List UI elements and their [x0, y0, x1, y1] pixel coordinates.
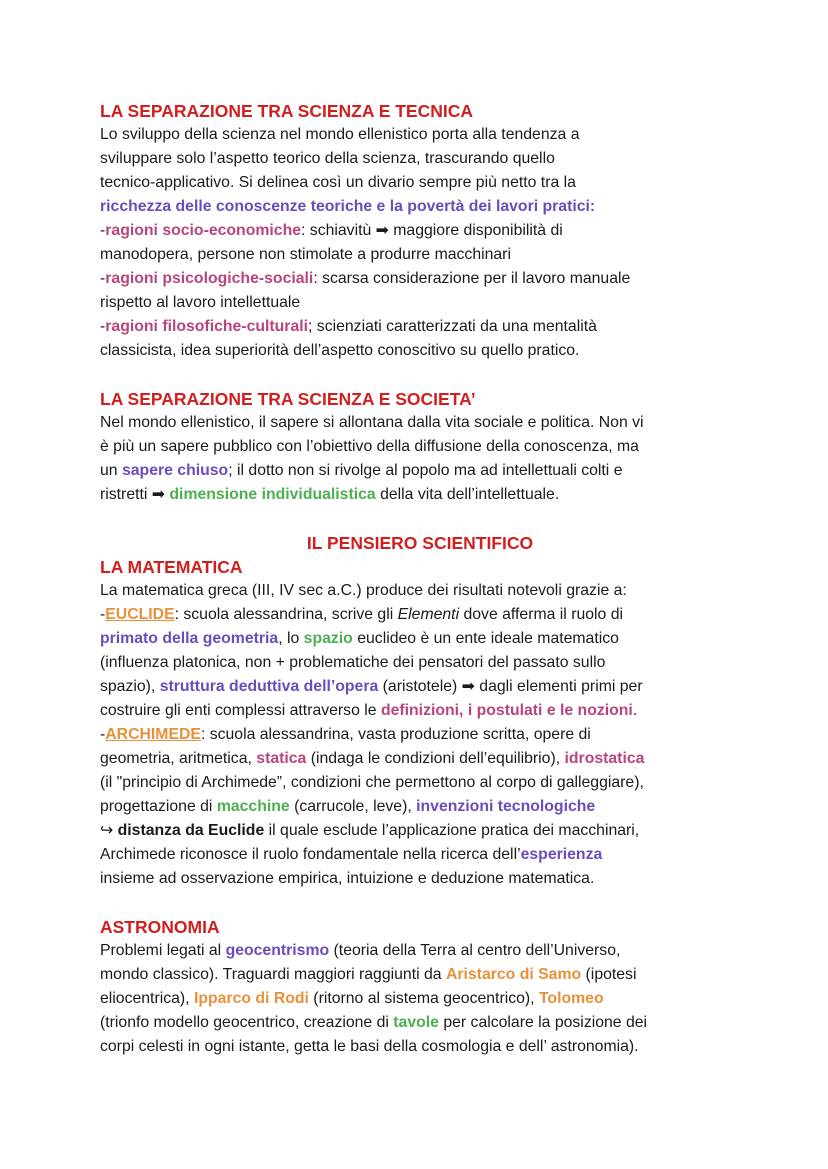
text-span: : scarsa considerazione per il lavoro manuale	[313, 270, 631, 287]
text-line: insieme ad osservazione empirica, intuizione e deduzione matematica.	[100, 870, 595, 887]
section-scienza-societa	[100, 387, 740, 507]
highlight-line: ricchezza delle conoscenze teoriche e la povertà dei lavori pratici:	[100, 198, 596, 215]
highlight-term: ragioni filosofiche-culturali	[105, 318, 309, 335]
bold-term: distanza da Euclide	[117, 822, 265, 839]
highlight-term: macchine	[216, 798, 290, 815]
highlight-term: ragioni socio-economiche	[105, 222, 302, 239]
text-span: (carrucole, leve),	[289, 798, 417, 815]
text-span: (teoria della Terra al centro dell’Universo,	[329, 942, 621, 959]
highlight-term: geocentrismo	[225, 942, 330, 959]
text-span: il quale esclude l’applicazione pratica dei macchinari,	[264, 822, 640, 839]
text-span: (ritorno al sistema geocentrico),	[308, 990, 539, 1007]
text-span: ; scienziati caratterizzati da una mentalità	[308, 318, 597, 335]
text-span: -	[100, 270, 106, 287]
text-span: (indaga le condizioni dell’equilibrio),	[306, 750, 565, 767]
text-line	[100, 747, 740, 771]
text-line: classicista, idea superiorità dell’aspetto conoscitivo su quello pratico.	[100, 342, 580, 359]
highlight-term: sapere chiuso	[121, 462, 229, 479]
highlight-term: tavole	[393, 1014, 439, 1031]
highlight-term: dimensione individualistica	[169, 486, 376, 503]
highlight-term: statica	[256, 750, 307, 767]
text-span: geometria, aritmetica,	[100, 750, 257, 767]
text-span: per calcolare la posizione dei	[438, 1014, 648, 1031]
highlight-term: definizioni, i postulati e le nozioni	[380, 702, 633, 719]
text-span: (trionfo modello geocentrico, creazione di	[100, 1014, 394, 1031]
highlight-name: Ipparco di Rodi	[193, 990, 309, 1007]
text-span: ; il dotto non si rivolge al popolo ma ad intellettuali colti e	[228, 462, 623, 479]
spacer	[100, 363, 740, 387]
highlight-name: Tolomeo	[538, 990, 604, 1007]
text-line: è più un sapere pubblico con l’obiettivo della diffusione della conoscenza, ma	[100, 438, 639, 455]
text-span: un	[100, 462, 122, 479]
spacer	[100, 891, 740, 915]
text-line	[100, 483, 740, 507]
highlight-name: EUCLIDE	[105, 606, 175, 623]
text-line	[100, 963, 740, 987]
text-span: (aristotele) ➡ dagli elementi primi per	[378, 678, 643, 695]
text-line: sviluppare solo l’aspetto teorico della scienza, trascurando quello	[100, 150, 555, 167]
text-span: costruire gli enti complessi attraverso le	[100, 702, 381, 719]
highlight-term: spazio	[303, 630, 353, 647]
text-line	[100, 459, 740, 483]
text-line	[100, 675, 740, 699]
text-line	[100, 315, 740, 339]
section-title: LA SEPARAZIONE TRA SCIENZA E SOCIETA’	[100, 389, 476, 409]
highlight-term: primato della geometria	[100, 630, 279, 647]
text-span: euclideo è un ente ideale matematico	[352, 630, 619, 647]
highlight-term: struttura deduttiva dell’opera	[159, 678, 379, 695]
highlight-term: idrostatica	[564, 750, 645, 767]
text-span: spazio),	[100, 678, 160, 695]
text-span: Archimede riconosce il ruolo fondamentale nella ricerca dell’	[100, 846, 521, 863]
arrow-glyph: ↪	[100, 822, 118, 839]
text-span: -	[100, 726, 106, 743]
text-line	[100, 987, 740, 1011]
text-line	[100, 1011, 740, 1035]
text-span: ristretti ➡	[100, 486, 170, 503]
text-span: -	[100, 318, 106, 335]
text-line	[100, 627, 740, 651]
section-matematica	[100, 531, 740, 891]
text-span: -	[100, 222, 106, 239]
text-line: La matematica greca (III, IV sec a.C.) produce dei risultati notevoli grazie a:	[100, 582, 627, 599]
text-line: corpi celesti in ogni istante, getta le basi della cosmologia e dell’ astronomia).	[100, 1038, 639, 1055]
text-line	[100, 267, 740, 291]
text-line: Lo sviluppo della scienza nel mondo ellenistico porta alla tendenza a	[100, 126, 580, 143]
text-line: manodopera, persone non stimolate a produrre macchinari	[100, 246, 511, 263]
text-line: Nel mondo ellenistico, il sapere si allontana dalla vita sociale e politica. Non vi	[100, 414, 644, 431]
text-span: (ipotesi	[581, 966, 637, 983]
spacer	[100, 507, 740, 531]
document-page	[100, 99, 740, 1059]
text-span: .	[632, 702, 638, 719]
text-span: mondo classico). Traguardi maggiori raggiunti da	[100, 966, 446, 983]
text-span: : scuola alessandrina, vasta produzione scritta, opere di	[200, 726, 591, 743]
text-line: rispetto al lavoro intellettuale	[100, 294, 301, 311]
text-span: : scuola alessandrina, scrive gli	[174, 606, 398, 623]
highlight-term: invenzioni tecnologiche	[416, 798, 596, 815]
text-line	[100, 723, 740, 747]
text-span: : schiavitù ➡ maggiore disponibilità di	[301, 222, 563, 239]
text-line: tecnico-applicativo. Si delinea così un divario sempre più netto tra la	[100, 174, 576, 191]
text-line	[100, 795, 740, 819]
text-line: (influenza platonica, non + problematiche dei pensatori del passato sullo	[100, 654, 606, 671]
text-span: eliocentrica),	[100, 990, 194, 1007]
highlight-term: ragioni psicologiche-sociali	[105, 270, 314, 287]
text-span: Problemi legati al	[100, 942, 226, 959]
text-span: dove afferma il ruolo di	[459, 606, 624, 623]
highlight-term: esperienza	[520, 846, 603, 863]
highlight-name: Aristarco di Samo	[445, 966, 582, 983]
italic-title: Elementi	[397, 606, 460, 623]
text-line	[100, 819, 740, 843]
section-astronomia	[100, 915, 740, 1059]
highlight-name: ARCHIMEDE	[105, 726, 201, 743]
section-title: LA MATEMATICA	[100, 557, 243, 577]
text-line	[100, 939, 740, 963]
text-line: (il "principio di Archimede”, condizioni che permettono al corpo di galleggiare),	[100, 774, 644, 791]
text-line	[100, 699, 740, 723]
text-span: progettazione di	[100, 798, 217, 815]
text-line	[100, 603, 740, 627]
text-line	[100, 843, 740, 867]
section-title: ASTRONOMIA	[100, 917, 220, 937]
section-title: LA SEPARAZIONE TRA SCIENZA E TECNICA	[100, 101, 474, 121]
text-line	[100, 219, 740, 243]
section-scienza-tecnica	[100, 99, 740, 363]
text-span: -	[100, 606, 106, 623]
text-span: , lo	[278, 630, 304, 647]
chapter-title: IL PENSIERO SCIENTIFICO	[306, 533, 534, 553]
text-span: della vita dell’intellettuale.	[375, 486, 560, 503]
